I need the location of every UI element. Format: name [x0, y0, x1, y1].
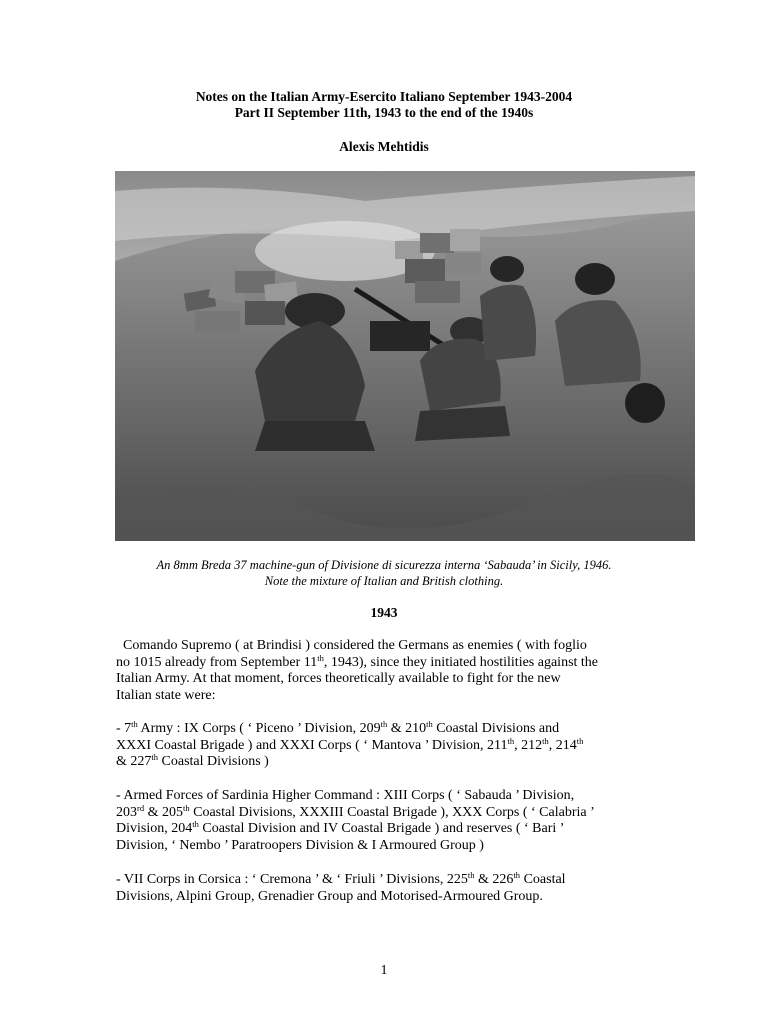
- ordinal-suffix: rd: [137, 802, 145, 813]
- text-run: , 1943), since they initiated hostilities against the: [323, 654, 599, 670]
- text-run: Coastal Divisions, XXXIII Coastal Brigade ), XXX Corps ( ‘ Calabria ’: [189, 804, 595, 820]
- ordinal-suffix: th: [192, 819, 199, 829]
- text-line: [116, 821, 661, 838]
- author-name: Alexis Mehtidis: [339, 139, 429, 154]
- text-line: [116, 872, 661, 889]
- photo-caption-line-1: An 8mm Breda 37 machine-gun of Divisione di sicurezza interna ‘Sabauda’ in Sicily, 1946.: [156, 558, 612, 572]
- paragraph-7th-army: [116, 721, 661, 771]
- text-run: & 226: [474, 872, 514, 887]
- text-run: XXXI Coastal Brigade ) and XXXI Corps ( ‘ Mantova ’ Division, 211: [116, 737, 508, 753]
- ordinal-suffix: th: [426, 719, 433, 729]
- text-line: Division, ‘ Nembo ’ Paratroopers Division & I Armoured Group ): [116, 837, 484, 853]
- ordinal-suffix: th: [542, 735, 549, 746]
- ordinal-suffix: th: [576, 735, 584, 746]
- text-run: Coastal: [520, 872, 566, 887]
- text-run: & 205: [144, 804, 183, 820]
- ordinal-suffix: th: [507, 735, 515, 746]
- text-line: - Armed Forces of Sardinia Higher Command : XIII Corps ( ‘ Sabauda ’ Division,: [116, 788, 575, 803]
- text-line: [116, 735, 661, 755]
- text-run: , 212: [514, 737, 543, 753]
- text-run: Division, 204: [116, 821, 193, 836]
- photo-caption-line-2: Note the mixture of Italian and British clothing.: [264, 574, 504, 588]
- text-run: Army : IX Corps ( ‘ Piceno ’ Division, 209: [137, 721, 381, 736]
- paragraph-sardinia-command: [116, 788, 661, 854]
- text-run: , 214: [548, 737, 577, 753]
- text-run: - VII Corps in Corsica : ‘ Cremona ’ & ‘ Friuli ’ Divisions, 225: [116, 872, 468, 887]
- text-line: [116, 652, 661, 672]
- text-run: no 1015 already from September 11: [116, 654, 318, 670]
- ordinal-suffix: th: [182, 802, 190, 813]
- page-number: 1: [380, 963, 388, 978]
- ordinal-suffix: th: [131, 719, 138, 729]
- ordinal-suffix: th: [380, 719, 388, 729]
- ordinal-suffix: th: [467, 870, 475, 880]
- ordinal-suffix: th: [151, 752, 159, 762]
- document-title-line-1: Notes on the Italian Army-Esercito Italiano September 1943-2004: [195, 89, 573, 104]
- ordinal-suffix: th: [317, 652, 324, 663]
- text-run: & 210: [387, 721, 427, 736]
- section-heading: 1943: [370, 605, 398, 620]
- text-line: Italian Army. At that moment, forces theoretically available to fight for the new: [116, 671, 561, 686]
- text-run: - 7: [116, 721, 132, 736]
- text-run: 203: [116, 804, 137, 820]
- text-run: Coastal Divisions ): [158, 754, 269, 769]
- text-run: & 227: [116, 754, 152, 769]
- text-line: Divisions, Alpini Group, Grenadier Group and Motorised-Armoured Group.: [116, 888, 543, 904]
- text-line: [116, 754, 661, 771]
- machine-gun-crew-photo: [115, 171, 695, 541]
- text-run: Coastal Divisions and: [432, 721, 560, 736]
- document-title-line-2: Part II September 11th, 1943 to the end of the 1940s: [234, 105, 534, 120]
- paragraph-comando-supremo: [116, 638, 661, 704]
- text-run: Coastal Division and IV Coastal Brigade ) and reserves ( ‘ Bari ’: [198, 821, 565, 836]
- ordinal-suffix: th: [513, 870, 521, 880]
- paragraph-corsica-corps: [116, 872, 661, 905]
- text-line: Comando Supremo ( at Brindisi ) considered the Germans as enemies ( with foglio: [116, 638, 587, 653]
- text-line: Italian state were:: [116, 687, 216, 703]
